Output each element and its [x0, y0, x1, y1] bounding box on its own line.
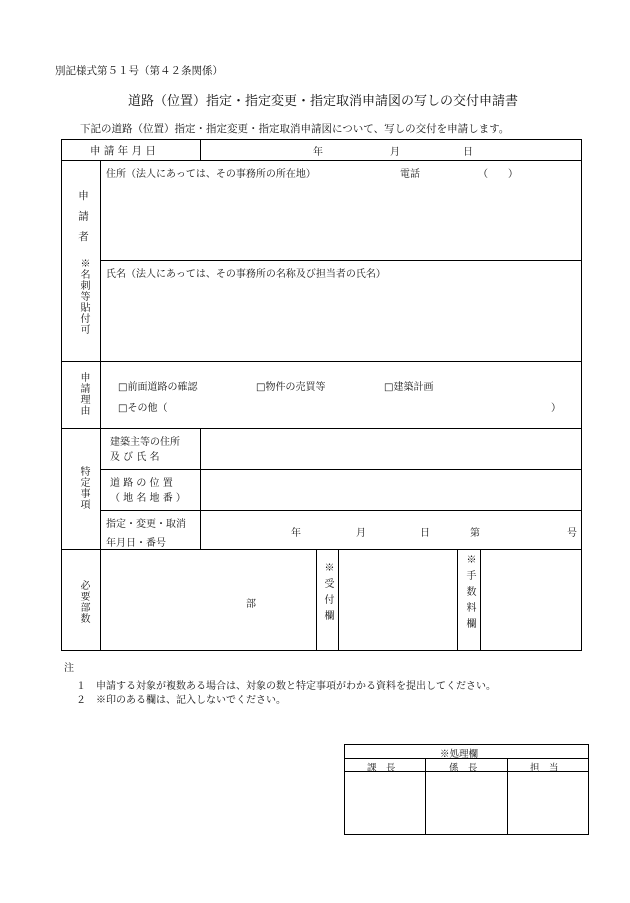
address-label: 住所（法人にあっては、その事務所の所在地） — [106, 169, 316, 180]
copies-unit: 部 — [246, 599, 256, 610]
phone-parens: （ ） — [478, 169, 518, 180]
date-row-label: 申 請 年 月 日 — [90, 145, 156, 157]
applicant-side-note: ※名刺等貼付可 — [78, 258, 89, 335]
processing-col-section-chief: 課 長 — [367, 763, 396, 774]
road-location-label-1: 道 路 の 位 置 — [110, 478, 173, 489]
road-location-label-2: （ 地 名 地 番 ） — [110, 493, 186, 504]
note-1-number: １ — [76, 681, 86, 692]
specific-side-label: 特定事項 — [78, 466, 89, 510]
designation-dai: 第 — [470, 528, 480, 539]
owner-address-label-2: 及 び 氏 名 — [110, 452, 160, 463]
page-title: 道路（位置）指定・指定変更・指定取消申請図の写しの交付申請書 — [128, 94, 519, 109]
owner-address-label-1: 建築主等の住所 — [110, 437, 180, 448]
note-1-text: 申請する対象が複数ある場合は、対象の数と特定事項がわかる資料を提出してください。 — [96, 681, 496, 692]
designation-label-1: 指定・変更・取消 — [106, 519, 186, 530]
designation-input[interactable] — [201, 511, 581, 549]
copies-input[interactable] — [101, 550, 315, 650]
date-year-label: 年 — [313, 147, 323, 158]
reason-option-other[interactable]: □その他（ — [118, 403, 168, 414]
designation-go: 号 — [567, 528, 577, 539]
owner-address-input[interactable] — [201, 429, 581, 468]
form-reference: 別記様式第５１号（第４２条関係） — [55, 65, 223, 77]
date-input-area[interactable] — [201, 140, 581, 160]
designation-month: 月 — [356, 528, 366, 539]
applicant-side-label: 申請者 — [77, 190, 89, 252]
phone-label: 電話 — [400, 169, 420, 180]
copies-side-label: 必要部数 — [78, 580, 89, 624]
received-label: ※受付欄 — [322, 562, 333, 626]
reason-other-close-paren: ） — [551, 403, 561, 414]
date-month-label: 月 — [390, 147, 400, 158]
note-2-text: ※印のある欄は、記入しないでください。 — [96, 695, 286, 706]
reason-option-building-plan[interactable]: □建築計画 — [384, 382, 434, 393]
note-2-number: ２ — [76, 695, 86, 706]
name-label: 氏名（法人にあっては、その事務所の名称及び担当者の氏名） — [106, 269, 386, 280]
date-day-label: 日 — [463, 147, 473, 158]
processing-col-subsection-chief: 係 長 — [449, 763, 478, 774]
fee-label: ※手数料欄 — [464, 554, 475, 634]
intro-text: 下記の道路（位置）指定・指定変更・指定取消申請図について、写しの交付を申請します。 — [80, 123, 510, 135]
road-location-input[interactable] — [201, 470, 581, 509]
reason-option-road-check[interactable]: □前面道路の確認 — [118, 382, 198, 393]
reason-side-label: 申請理由 — [78, 372, 89, 416]
address-input-area[interactable] — [101, 180, 581, 259]
processing-col-staff: 担 当 — [530, 763, 559, 774]
designation-year: 年 — [291, 528, 301, 539]
name-input-area[interactable] — [101, 280, 581, 360]
processing-title: ※処理欄 — [440, 749, 479, 760]
reason-option-property-sale[interactable]: □物件の売買等 — [256, 382, 326, 393]
designation-day: 日 — [420, 528, 430, 539]
designation-label-2: 年月日・番号 — [106, 538, 166, 549]
notes-heading: 注 — [64, 663, 74, 674]
